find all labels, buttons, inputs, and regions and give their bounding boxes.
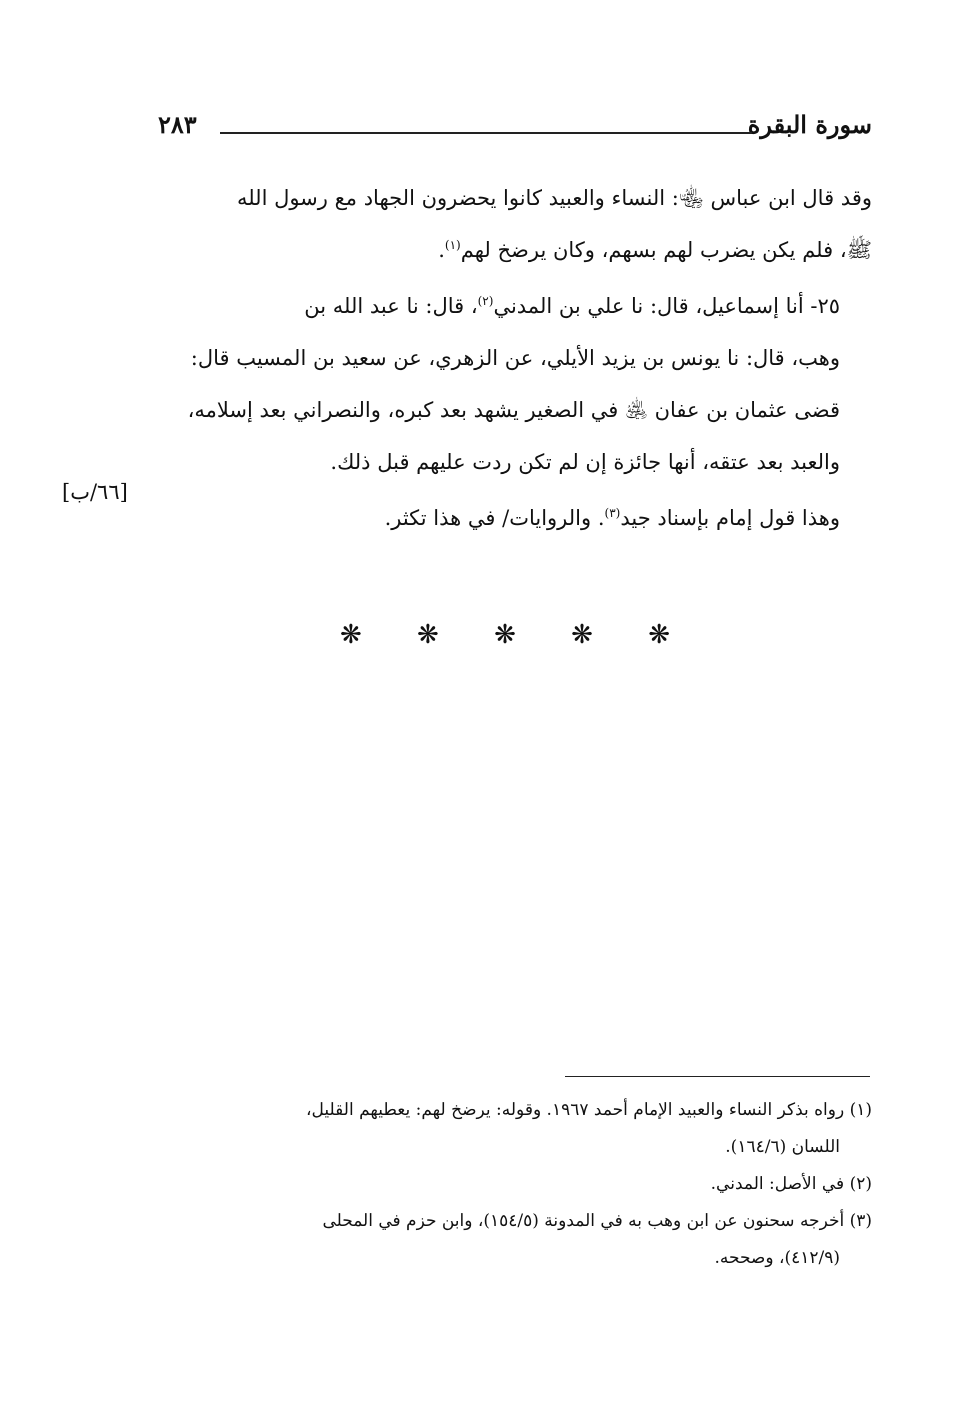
text-segment: ٢٥- أنا إسماعيل، قال: نا علي بن المدني — [493, 294, 840, 318]
surah-title: سورة البقرة — [747, 110, 872, 139]
text-segment: . — [438, 238, 445, 262]
footnote-line: (٢) في الأصل: المدني. — [710, 1174, 872, 1194]
section-separator — [340, 620, 670, 660]
footnote-line: اللسان (١٦٤/٦). — [725, 1137, 840, 1157]
footnote-ref-2[interactable]: (٢) — [477, 294, 494, 308]
text-segment: وهذا قول إمام بإسناد جيد — [620, 506, 840, 530]
text-segment: ، قال: نا عبد الله بن — [304, 294, 478, 318]
footnote-2 — [160, 1166, 872, 1203]
text-line: قضى عثمان بن عفان ﵁ في الصغير يشهد بعد كبره، والنصراني بعد إسلامه، — [187, 398, 840, 422]
footnotes — [160, 1092, 872, 1277]
footnote-rule — [565, 1076, 870, 1077]
text-segment: . والروايات/ في هذا تكثر. — [384, 506, 605, 530]
text-line — [160, 492, 872, 544]
main-text — [160, 172, 872, 548]
footnote-3 — [160, 1203, 872, 1277]
footnote-line: (٣) أخرجه سحنون عن ابن وهب به في المدونة (١٥٤/٥)، وابن حزم في المحلى — [322, 1211, 872, 1231]
asterism-icon: ❋ — [648, 620, 670, 650]
manuscript-folio-note: [٦٦/ب] — [62, 480, 128, 504]
text-line: وقد قال ابن عباس ﵄: النساء والعبيد كانوا يحضرون الجهاد مع رسول الله — [236, 186, 872, 210]
paragraph-2 — [160, 280, 872, 488]
paragraph-3 — [160, 492, 872, 544]
asterism-icon: ❋ — [340, 620, 362, 650]
asterism-icon: ❋ — [494, 620, 516, 650]
paragraph-1 — [160, 172, 872, 276]
text-line — [160, 224, 872, 276]
asterism-icon: ❋ — [571, 620, 593, 650]
page-number: ٢٨٣ — [158, 110, 197, 139]
footnote-ref-1[interactable]: (١) — [444, 238, 461, 252]
asterism-icon: ❋ — [417, 620, 439, 650]
text-line — [160, 280, 872, 332]
text-segment: ﷺ، فلم يكن يضرب لهم بسهم، وكان يرضخ لهم — [460, 238, 872, 262]
footnote-line: (١) رواه بذكر النساء والعبيد الإمام أحمد ١٩٦٧. وقوله: يرضخ لهم: يعطيهم القليل، — [306, 1100, 872, 1120]
text-line: وهب، قال: نا يونس بن يزيد الأيلي، عن الزهري، عن سعيد بن المسيب قال: — [190, 346, 840, 370]
header-rule — [220, 132, 752, 134]
footnote-line: (٤١٢/٩)، وصححه. — [714, 1248, 840, 1268]
footnote-ref-3[interactable]: (٣) — [604, 506, 621, 520]
text-line: والعبد بعد عتقه، أنها جائزة إن لم تكن ردت عليهم قبل ذلك. — [330, 450, 840, 474]
running-header — [150, 108, 872, 148]
footnote-1 — [160, 1092, 872, 1166]
